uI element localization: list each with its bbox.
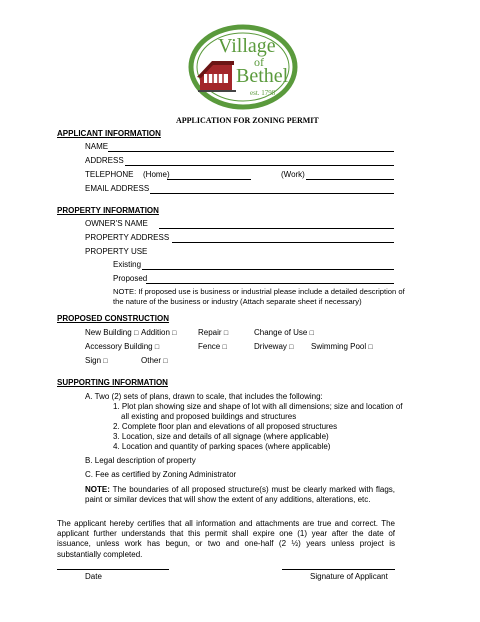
supporting-info-heading: SUPPORTING INFORMATION <box>57 378 168 387</box>
work-phone-label: (Work) <box>281 170 305 179</box>
supporting-note-label: NOTE: <box>85 485 110 494</box>
addition-checkbox[interactable] <box>141 329 176 337</box>
property-info-heading: PROPERTY INFORMATION <box>57 206 159 215</box>
applicant-signature-label: Signature of Applicant <box>310 572 388 581</box>
swimming-pool-checkbox[interactable] <box>311 343 373 351</box>
swimming-pool-label: Swimming Pool <box>311 342 367 351</box>
logo-est-text: est. 1798 <box>250 89 276 97</box>
date-signature-line[interactable] <box>57 569 169 570</box>
checkbox-icon[interactable]: □ <box>103 358 108 365</box>
owner-name-field[interactable] <box>159 228 394 229</box>
driveway-label: Driveway <box>254 342 287 351</box>
property-address-label: PROPERTY ADDRESS <box>85 233 170 242</box>
supporting-note-text: The boundaries of all proposed structure(s) must be clearly marked with flags, paint or similar devices that will show the extent of any additions, alterations, etc. <box>85 485 396 505</box>
fence-label: Fence <box>198 342 221 351</box>
supporting-note <box>85 485 395 505</box>
property-address-field[interactable] <box>172 242 394 243</box>
checkbox-icon[interactable]: □ <box>154 344 160 351</box>
property-use-label: PROPERTY USE <box>85 247 148 256</box>
property-note-line1: NOTE: If proposed use is business or industrial please include a detailed description of <box>113 287 405 296</box>
sign-checkbox[interactable] <box>85 357 107 365</box>
supporting-item-a2: 2. Complete floor plan and elevations of all proposed structures <box>113 422 338 431</box>
supporting-item-a1-line2: all existing and proposed buildings and structures <box>121 412 297 421</box>
applicant-info-heading: APPLICANT INFORMATION <box>57 129 161 138</box>
work-phone-field[interactable] <box>306 179 394 180</box>
logo-bethel-text: Bethel <box>236 65 289 87</box>
driveway-checkbox[interactable] <box>254 343 293 351</box>
certification-statement: The applicant hereby certifies that all information and attachments are true and correct. The applicant further understands that this permit shall expire one (1) year after the date of issuance, unless work has begun, or two and one-half (2 ½) years unless project is substantially completed. <box>57 519 395 559</box>
village-logo <box>188 24 298 110</box>
date-label: Date <box>85 572 102 581</box>
proposed-use-field[interactable] <box>146 283 394 284</box>
other-label: Other <box>141 356 162 365</box>
form-title: APPLICATION FOR ZONING PERMIT <box>176 116 319 125</box>
email-label: EMAIL ADDRESS <box>85 184 150 193</box>
address-label: ADDRESS <box>85 156 124 165</box>
checkbox-icon[interactable]: □ <box>368 344 373 351</box>
supporting-item-c: C. Fee as certified by Zoning Administrator <box>85 470 237 479</box>
proposed-construction-heading: PROPOSED CONSTRUCTION <box>57 314 170 323</box>
logo-of-text: of <box>254 55 264 69</box>
home-phone-label: (Home) <box>143 170 170 179</box>
checkbox-icon[interactable]: □ <box>133 330 139 337</box>
supporting-item-a1-line1: 1. Plot plan showing size and shape of lot with all dimensions; size and location of <box>113 402 403 411</box>
checkbox-icon[interactable]: □ <box>222 344 227 351</box>
supporting-item-a4: 4. Location and quantity of parking spaces (where applicable) <box>113 442 331 451</box>
telephone-label: TELEPHONE <box>85 170 134 179</box>
repair-checkbox[interactable] <box>198 329 228 337</box>
checkbox-icon[interactable]: □ <box>289 344 294 351</box>
sign-label: Sign <box>85 356 102 365</box>
name-field[interactable] <box>108 151 394 152</box>
proposed-use-label: Proposed <box>113 274 148 283</box>
existing-use-field[interactable] <box>142 269 394 270</box>
property-note-line2: the nature of the business or industry (Attach separate sheet if necessary) <box>113 297 362 306</box>
logo-village-text: Village <box>218 35 276 57</box>
fence-checkbox[interactable] <box>198 343 227 351</box>
checkbox-icon[interactable]: □ <box>163 358 168 365</box>
new-building-checkbox[interactable] <box>85 329 138 337</box>
name-label: NAME <box>85 142 109 151</box>
address-field[interactable] <box>125 165 394 166</box>
checkbox-icon[interactable]: □ <box>172 330 177 337</box>
addition-label: Addition <box>141 328 170 337</box>
change-of-use-label: Change of Use <box>254 328 308 337</box>
other-checkbox[interactable] <box>141 357 167 365</box>
new-building-label: New Building <box>85 328 132 337</box>
home-phone-field[interactable] <box>167 179 251 180</box>
repair-label: Repair <box>198 328 222 337</box>
supporting-item-a3: 3. Location, size and details of all signage (where applicable) <box>113 432 329 441</box>
existing-use-label: Existing <box>113 260 142 269</box>
owner-name-label: OWNER'S NAME <box>85 219 148 228</box>
supporting-item-a: A. Two (2) sets of plans, drawn to scale, that includes the following: <box>85 392 323 401</box>
change-of-use-checkbox[interactable] <box>254 329 314 337</box>
accessory-building-checkbox[interactable] <box>85 343 159 351</box>
checkbox-icon[interactable]: □ <box>309 330 314 337</box>
accessory-building-label: Accessory Building <box>85 342 153 351</box>
checkbox-icon[interactable]: □ <box>223 330 229 337</box>
supporting-item-b: B. Legal description of property <box>85 456 196 465</box>
applicant-signature-line[interactable] <box>282 569 395 570</box>
email-field[interactable] <box>150 193 394 194</box>
